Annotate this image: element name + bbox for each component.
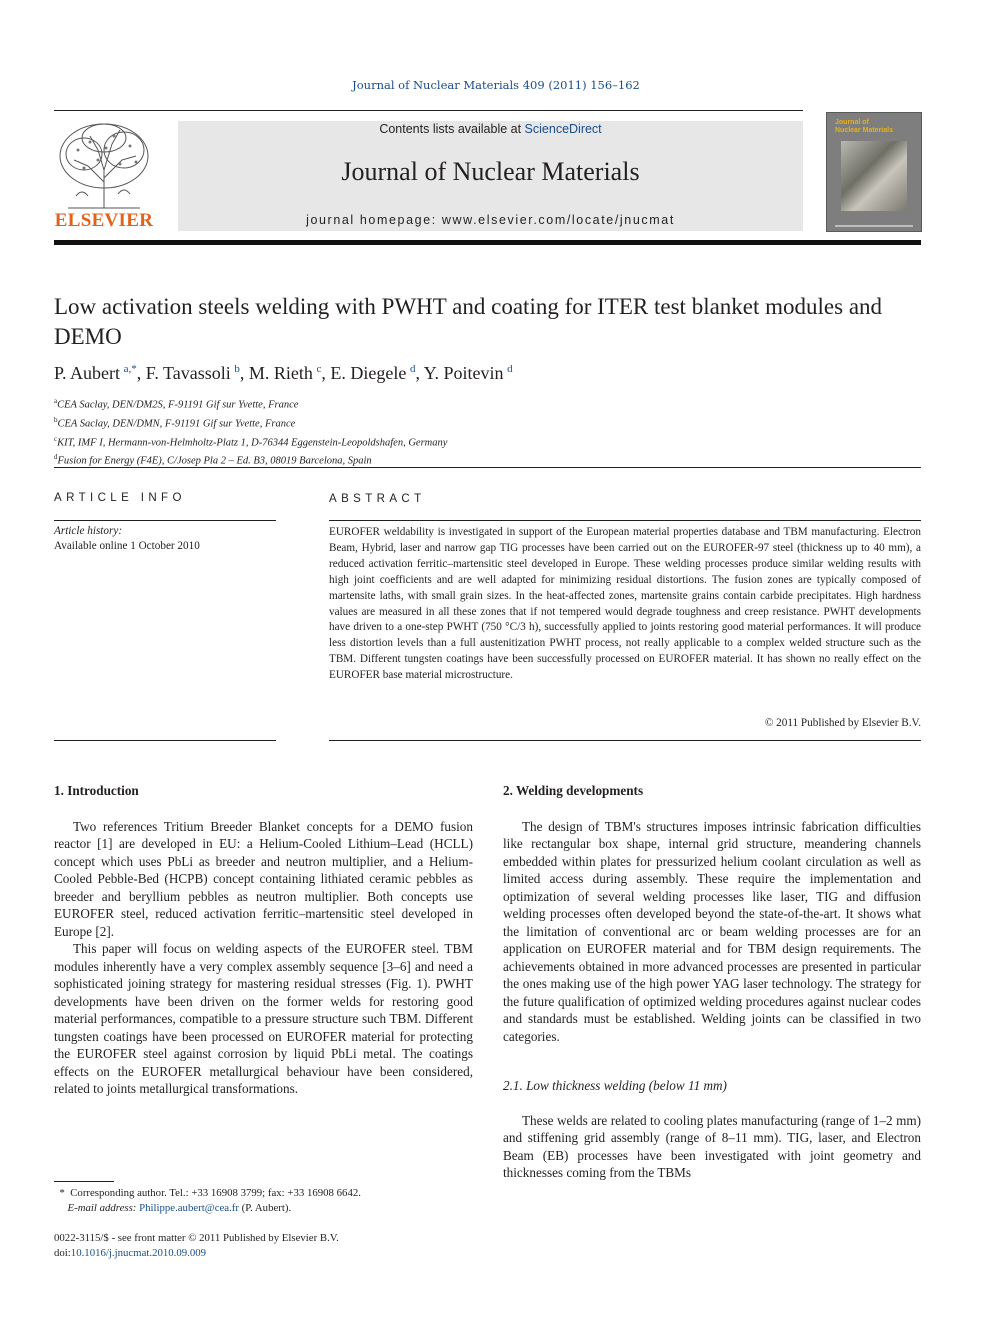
article-title: Low activation steels welding with PWHT and coating for ITER test blanket modules and DEMO: [54, 294, 883, 349]
footnote: [54, 1186, 474, 1215]
author[interactable]: M. Rieth $^c$: [248, 363, 322, 383]
contents-line: [178, 122, 803, 136]
issn-line: 0022-3115/$ - see front matter © 2011 Published by Elsevier B.V.: [54, 1232, 339, 1244]
email-line: E-mail address: Philippe.aubert@cea.fr (P. Aubert).: [67, 1201, 292, 1214]
abstract-copyright: © 2011 Published by Elsevier B.V.: [764, 717, 921, 729]
paragraph: This paper will focus on welding aspects of the EUROFER steel. TBM modules inherently have a very complex assembly sequence [3–6] and need a sophisticated joining strategy for mastering residual stresses (Fig. 1). PWHT developments have been driven on the former welds for restoring good material performances, compatible to a pressure structure such TBM. Different tungsten coatings have been processed on EUROFER material for protecting the EUROFER steel against corrosion by liquid PbLi metal. The coatings effects on the EUROFER metallurgical behaviour have been considered, related to joints metallurgical transformations.: [54, 941, 473, 1096]
corresponding-author: * Corresponding author. Tel.: +33 16908 3799; fax: +33 16908 6642.: [59, 1187, 361, 1199]
title-rule: [54, 467, 921, 468]
author[interactable]: Y. Poitevin $^d$: [423, 363, 513, 383]
author[interactable]: E. Diegele $^d$: [330, 363, 416, 383]
front-matter: [54, 1231, 474, 1260]
article-info-heading: ARTICLE INFO: [54, 492, 186, 504]
article-info-rule: [54, 520, 276, 521]
affiliation: $^d$Fusion for Energy (F4E), C/Josep Pla 2 – Ed. B3, 08019 Barcelona, Spain: [54, 453, 372, 467]
cover-footer: [835, 225, 913, 227]
header-thick-rule: [54, 240, 921, 245]
header-rule: [54, 110, 803, 111]
abstract-rule-bottom: [329, 740, 921, 741]
affiliation: $^a$CEA Saclay, DEN/DM2S, F-91191 Gif sur Yvette, France: [54, 397, 299, 411]
elsevier-logo: [54, 120, 154, 232]
email-link[interactable]: Philippe.aubert@cea.fr: [139, 1201, 239, 1214]
abstract-heading: ABSTRACT: [329, 493, 426, 505]
elsevier-tree-icon: [54, 120, 154, 212]
right-column: [503, 782, 921, 1182]
section-heading: 1. Introduction: [54, 783, 139, 798]
journal-homepage[interactable]: journal homepage: www.elsevier.com/locate/jnucmat: [306, 213, 675, 227]
doi-link[interactable]: 10.1016/j.jnucmat.2010.09.009: [70, 1246, 207, 1259]
article-info-rule-bottom: [54, 740, 276, 741]
affiliation: $^c$KIT, IMF I, Hermann-von-Helmholtz-Platz 1, D-76344 Eggenstein-Leopoldshafen, Germany: [54, 434, 448, 449]
cover-image: [841, 141, 907, 211]
contents-prefix: Contents lists available at: [379, 122, 525, 136]
paragraph: The design of TBM's structures imposes intrinsic fabrication difficulties like rectangular box shape, internal grid structure, meandering channels embedded within plates for pressurized helium coolant circulation as well as limited access during assembly. These require the implementation and optimization of several welding processes like laser, TIG and diffusion welding processes often developed beyond the state-of-the-art. It shows what the limitation of conventional arc or beam welding processes are for an application on EUROFER material and for TBM design requirements. The achievements obtained in more advanced processes are presented in particular the ones making use of the high power YAG laser technology. The strategy for the future qualification of optimized welding procedures against nuclear codes and standards must be established. Welding joints can be classified in two categories.: [503, 818, 921, 1044]
journal-title: Journal of Nuclear Materials: [341, 157, 640, 186]
subsection-heading: 2.1. Low thickness welding (below 11 mm): [503, 1078, 727, 1093]
elsevier-wordmark: ELSEVIER: [54, 210, 154, 231]
cover-title: Journal of Nuclear Materials: [835, 119, 893, 134]
author[interactable]: P. Aubert $^{a,*}$: [54, 363, 137, 383]
footnote-rule: [54, 1181, 114, 1182]
history-label: Article history:: [54, 525, 123, 537]
history-value: Available online 1 October 2010: [54, 540, 200, 552]
journal-banner: [178, 121, 803, 231]
author[interactable]: F. Tavassoli $^b$: [145, 363, 240, 383]
affiliations: [54, 394, 921, 469]
paragraph: These welds are related to cooling plates manufacturing (range of 1–2 mm) and stiffening grid assembly (range of 8–11 mm). TIG, laser, and Electron Beam (EB) processes have been investigated with joint geometry and thicknesses coming from the TBMs: [503, 1112, 921, 1180]
abstract-rule: [329, 520, 921, 521]
journal-citation[interactable]: Journal of Nuclear Materials 409 (2011) 156–162: [352, 78, 640, 92]
journal-cover: [826, 112, 922, 232]
sciencedirect-link[interactable]: ScienceDirect: [524, 122, 602, 136]
paragraph: Two references Tritium Breeder Blanket concepts for a DEMO fusion reactor [1] are developed in EU: a Helium-Cooled Lithium–Lead (HCLL) concept which uses PbLi as breeder and neutron multiplier, and a Helium-Cooled Pebble-Bed (HCPB) concept containing lithiated ceramic pebbles as breeder and beryllium pebbles as neutron multiplier. Both concepts use EUROFER steel, reduced activation ferritic–martensitic steel developed in Europe [2].: [54, 818, 473, 939]
left-column: [54, 782, 473, 1098]
affiliation: $^b$CEA Saclay, DEN/DMN, F-91191 Gif sur Yvette, France: [54, 415, 296, 430]
author-list: P. Aubert $^{a,*}$, F. Tavassoli $^b$, M. Rieth $^c$, E. Diegele $^d$, Y. Poitevin $^d$: [54, 363, 513, 383]
doi-line: doi:10.1016/j.jnucmat.2010.09.009: [54, 1246, 207, 1259]
article-history: [54, 524, 200, 554]
section-heading: 2. Welding developments: [503, 783, 644, 798]
abstract-text: EUROFER weldability is investigated in support of the European material properties database and TBM manufacturing. Electron Beam, Hybrid, laser and narrow gap TIG processes have been carried out on the EUROFER-97 steel (thickness up to 40 mm), a reduced activation ferritic–martensitic steel developed in Europe. These welding processes produce similar welding results with high joint coefficients and are well adapted for minimizing residual distortions. The fusion zones are typically composed of martensite laths, with small grain sizes. In the heat-affected zones, martensite grains contain carbide precipitates. High hardness values are measured in all these zones that if not tempered would degrade toughness and creep resistance. PWHT developments have driven to a one-step PWHT (750 °C/3 h), successfully applied to joints restoring good material performances. It will produce less distortion levels than a full austenitization PWHT process, not really applicable to a complex welded structure such as the TBM. Different tungsten coatings have been successfully processed on EUROFER material. It has shown no really effect on the EUROFER base material microstructure.: [329, 526, 921, 682]
